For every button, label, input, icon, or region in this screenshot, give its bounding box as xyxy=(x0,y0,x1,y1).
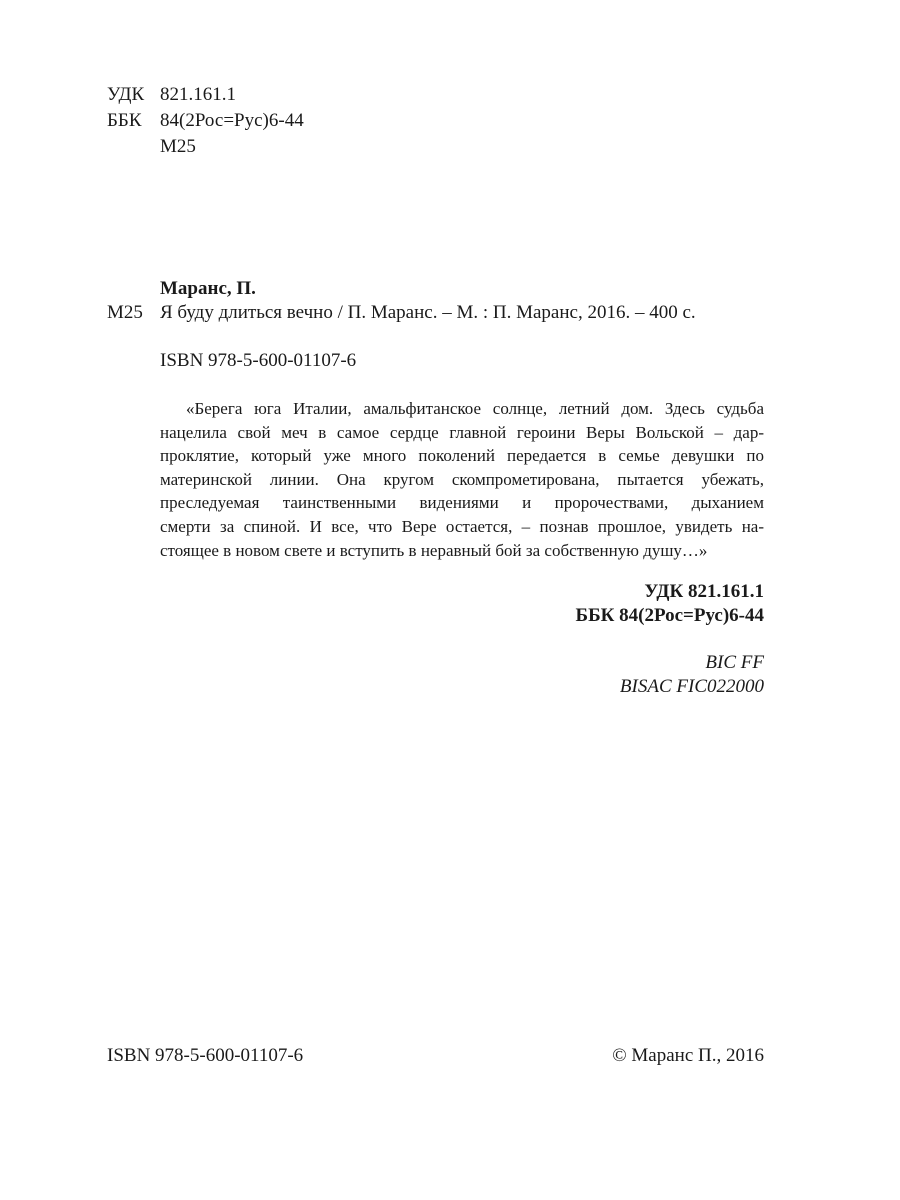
footer-isbn: ISBN 978-5-600-01107-6 xyxy=(107,1045,304,1066)
abstract-line: проклятие, который уже много поколений передается в семье девушки по xyxy=(160,446,764,466)
abstract-line: преследуемая таинственными видениями и пророчествами, дыханием xyxy=(160,493,764,513)
classification-bic: BIC FF xyxy=(705,652,764,673)
abstract-line: нацелила свой меч в самое сердце главной героини Веры Вольской – дар- xyxy=(160,422,764,442)
bbk-label: ББК xyxy=(107,110,142,131)
footer-copyright: © Маранс П., 2016 xyxy=(612,1045,764,1066)
record-title-line: Я буду длиться вечно / П. Маранс. – М. : П. Маранс, 2016. – 400 с. xyxy=(160,302,696,323)
bbk-value: 84(2Рос=Рус)6-44 xyxy=(160,110,304,131)
author-sign-header: М25 xyxy=(160,136,196,157)
abstract-line: материнской линии. Она кругом скомпрометирована, пытается убежать, xyxy=(160,469,764,489)
record-isbn: ISBN 978-5-600-01107-6 xyxy=(160,350,357,371)
udk-label: УДК xyxy=(107,84,145,105)
abstract-line: стоящее в новом свете и вступить в неравный бой за собственную душу…» xyxy=(160,540,708,560)
record-author: Маранс, П. xyxy=(160,278,256,299)
classification-bbk: ББК 84(2Рос=Рус)6-44 xyxy=(575,605,764,626)
record-author-sign: М25 xyxy=(107,302,143,323)
udk-value: 821.161.1 xyxy=(160,84,236,105)
classification-bisac: BISAC FIC022000 xyxy=(619,676,764,697)
abstract-line: «Берега юга Италии, амальфитанское солнце, летний дом. Здесь судьба xyxy=(186,399,764,418)
classification-udk: УДК 821.161.1 xyxy=(644,581,764,602)
abstract xyxy=(160,397,764,562)
abstract-line: смерти за спиной. И все, что Вере остается, – познав прошлое, увидеть на- xyxy=(160,516,764,536)
